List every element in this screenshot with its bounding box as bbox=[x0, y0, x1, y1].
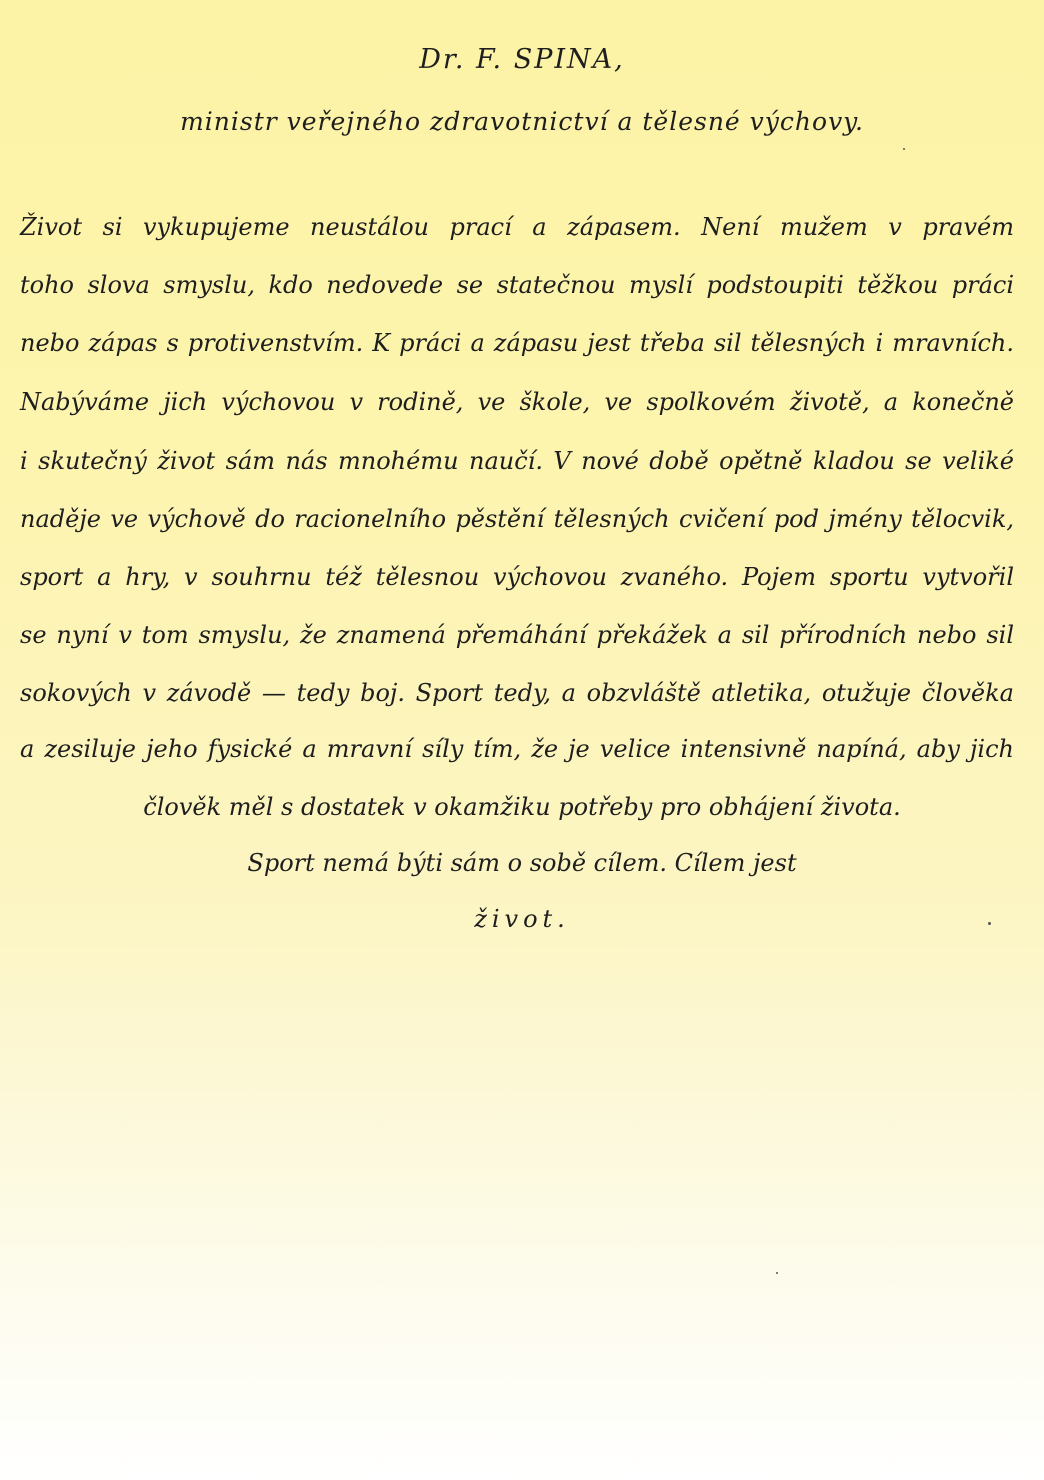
paragraph-line: a zesiluje jeho fysické a mravní síly tím, že je velice intensivně napíná, aby jich bbox=[20, 735, 1014, 763]
paragraph-line: i skutečný život sám nás mnohému naučí. V nové době opětně kladou se veliké bbox=[20, 447, 1014, 475]
paragraph-final-line: člověk měl s dostatek v okamžiku potřeby pro obhájení života. bbox=[143, 793, 901, 821]
print-speck bbox=[988, 922, 991, 925]
paragraph-line: Život si vykupujeme neustálou prací a zápasem. Není mužem v pravém bbox=[20, 213, 1014, 241]
paragraph-line: naděje ve výchově do racionelního pěstění tělesných cvičení pod jmény tělocvik, bbox=[20, 505, 1014, 533]
paragraph-line: sport a hry, v souhrnu též tělesnou výchovou zvaného. Pojem sportu vytvořil bbox=[20, 563, 1014, 591]
print-speck bbox=[776, 1272, 778, 1274]
paragraph-line: sokových v závodě — tedy boj. Sport tedy, a obzvláště atletika, otužuje člověka bbox=[20, 679, 1014, 707]
author-name: Dr. F. SPINA, bbox=[419, 44, 625, 75]
paragraph-line: toho slova smyslu, kdo nedovede se statečnou myslí podstoupiti těžkou práci bbox=[20, 271, 1014, 299]
closing-sentence: Sport nemá býti sám o sobě cílem. Cílem jest bbox=[247, 849, 797, 877]
paragraph-line: Nabýváme jich výchovou v rodině, ve škole, ve spolkovém životě, a konečně bbox=[20, 388, 1014, 416]
print-speck bbox=[903, 148, 905, 150]
paragraph-line: se nyní v tom smyslu, že znamená přemáhání překážek a sil přírodních nebo sil bbox=[20, 621, 1014, 649]
closing-word: život. bbox=[474, 905, 570, 933]
author-role: ministr veřejného zdravotnictví a tělesné výchovy. bbox=[180, 107, 864, 136]
paragraph-line: nebo zápas s protivenstvím. K práci a zápasu jest třeba sil tělesných i mravních. bbox=[20, 329, 1014, 357]
